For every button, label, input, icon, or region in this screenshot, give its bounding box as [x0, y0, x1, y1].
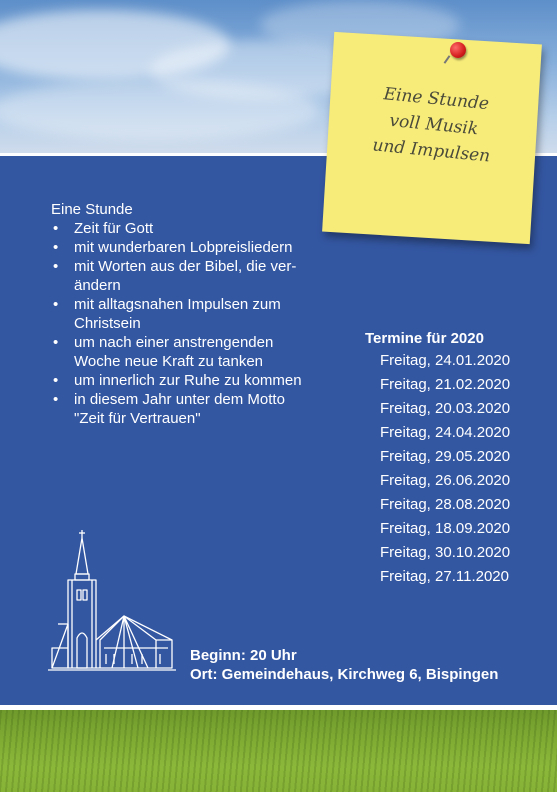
church-icon — [48, 528, 178, 680]
list-item: • um nach einer anstrengenden Woche neue Kraft zu tanken — [51, 333, 351, 371]
list-item: • in diesem Jahr unter dem Motto "Zeit für Vertrauen" — [51, 390, 351, 428]
date-item: Freitag, 28.08.2020 — [380, 496, 511, 513]
intro-heading: Eine Stunde — [51, 201, 133, 218]
list-item: • Zeit für Gott — [51, 219, 351, 238]
date-item: Freitag, 30.10.2020 — [380, 544, 511, 561]
date-item: Freitag, 20.03.2020 — [380, 400, 511, 417]
date-item: Freitag, 24.01.2020 — [380, 352, 511, 369]
list-item: • mit wunderbaren Lobpreisliedern — [51, 238, 351, 257]
date-item: Freitag, 29.05.2020 — [380, 448, 511, 465]
date-item: Freitag, 27.11.2020 — [380, 568, 509, 585]
note-line: Eine Stunde — [382, 84, 490, 115]
date-item: Freitag, 24.04.2020 — [380, 424, 511, 441]
note-line: und Impulsen — [371, 135, 492, 167]
grass-background — [0, 710, 557, 792]
note-line: voll Musik — [388, 110, 480, 140]
sticky-note — [322, 32, 542, 244]
start-time: Beginn: 20 Uhr — [190, 647, 297, 664]
list-item: • mit alltagsnahen Impulsen zum Christsein — [51, 295, 351, 333]
benefits-list — [51, 219, 351, 428]
dates-list — [380, 349, 510, 589]
date-item: Freitag, 21.02.2020 — [380, 376, 511, 393]
date-item: Freitag, 18.09.2020 — [380, 520, 511, 537]
dates-heading: Termine für 2020 — [365, 330, 484, 347]
pushpin-icon — [450, 42, 466, 58]
location: Ort: Gemeindehaus, Kirchweg 6, Bispingen — [190, 666, 499, 683]
date-item: Freitag, 26.06.2020 — [380, 472, 511, 489]
list-item: • mit Worten aus der Bibel, die ver- ändern — [51, 257, 351, 295]
list-item: • um innerlich zur Ruhe zu kommen — [51, 371, 351, 390]
sticky-note-text — [337, 77, 530, 172]
